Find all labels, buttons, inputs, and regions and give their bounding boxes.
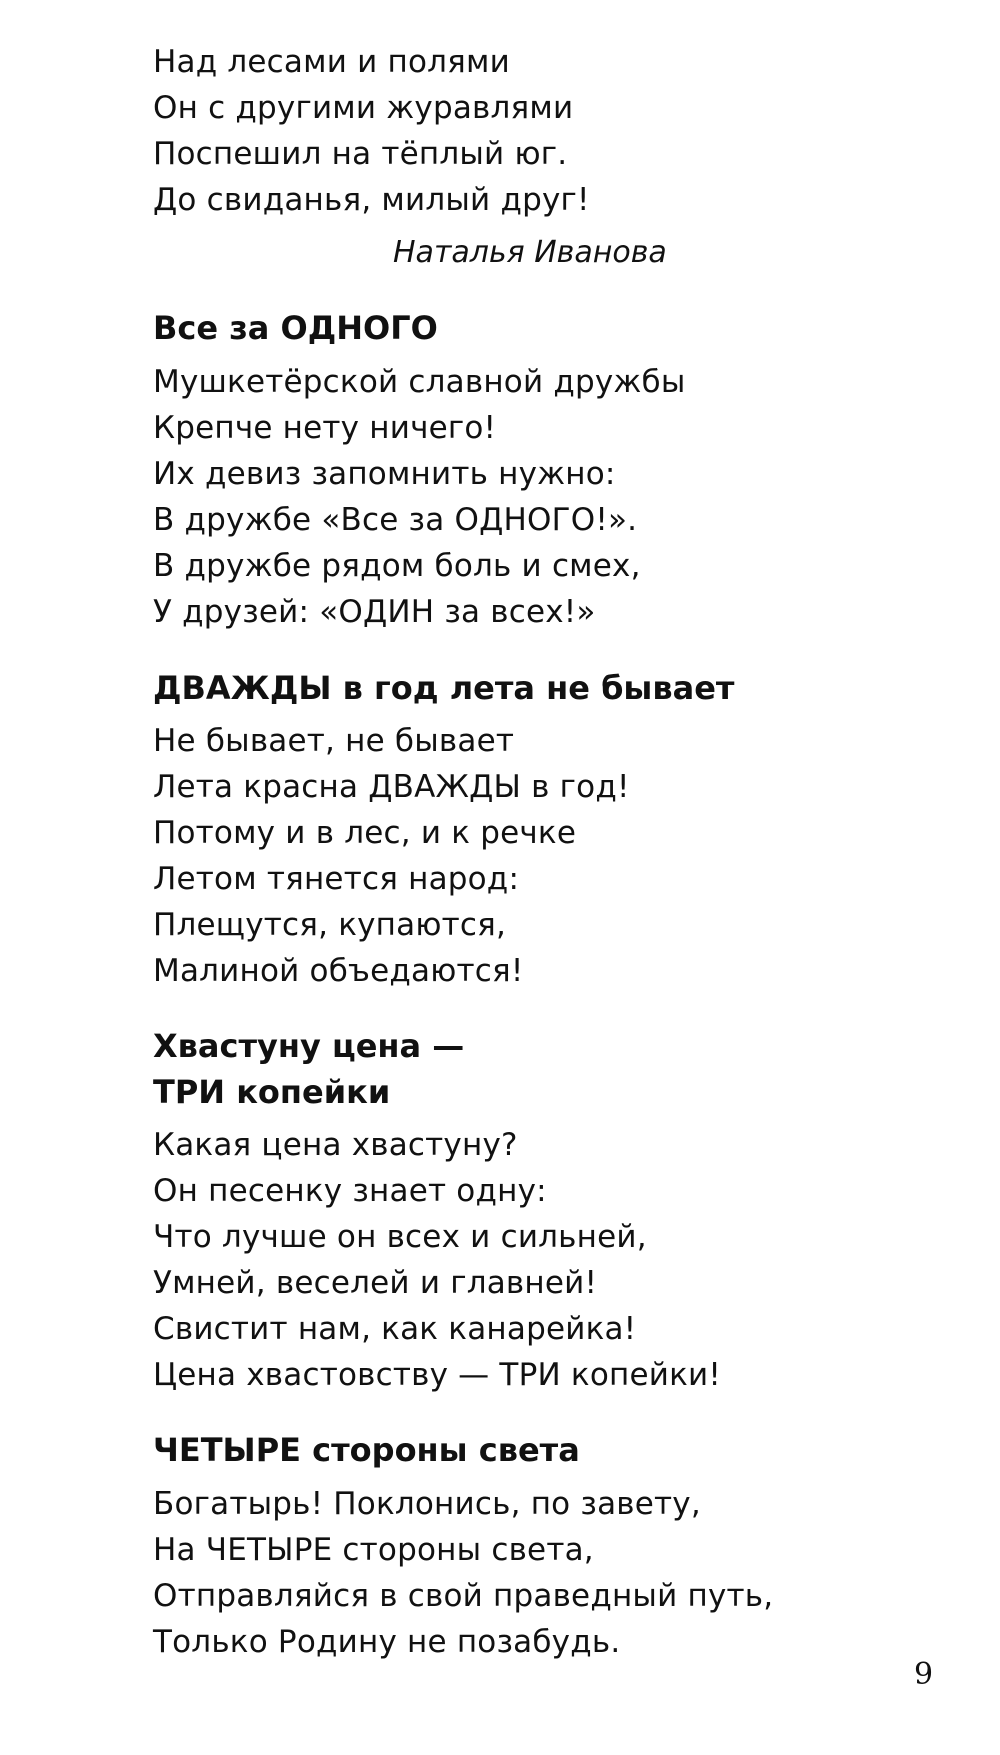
poem-line: Крепче нету ничего! — [153, 410, 497, 446]
poem-line: Малиной объедаются! — [153, 953, 524, 989]
poem-line: В дружбе рядом боль и смех, — [153, 548, 641, 584]
poem-line: Потому и в лес, и к речке — [153, 815, 577, 851]
poem-title: ТРИ копейки — [153, 1073, 391, 1111]
poem-line: У друзей: «ОДИН за всех!» — [153, 594, 596, 630]
poem-line: Богатырь! Поклонись, по завету, — [153, 1486, 701, 1522]
poem-title: Хвастуну цена — — [153, 1027, 465, 1065]
intro-line: Он с другими журавлями — [153, 90, 574, 126]
poem-line: Лета красна ДВАЖДЫ в год! — [153, 769, 630, 805]
page-number: 9 — [914, 1657, 934, 1692]
intro-line: Поспешил на тёплый юг. — [153, 136, 568, 172]
intro-line: Над лесами и полями — [153, 44, 510, 80]
poem-line: На ЧЕТЫРЕ стороны света, — [153, 1532, 594, 1568]
poem-line: Только Родину не позабудь. — [153, 1624, 621, 1660]
author-signature: Наталья Иванова — [393, 235, 667, 270]
poem-line: Отправляйся в свой праведный путь, — [153, 1578, 774, 1614]
poem-line: В дружбе «Все за ОДНОГО!». — [153, 502, 638, 538]
poem-line: Что лучше он всех и сильней, — [153, 1219, 647, 1255]
poem-title: Все за ОДНОГО — [153, 309, 438, 347]
poem-line: Умней, веселей и главней! — [153, 1265, 598, 1301]
poem-title: ДВАЖДЫ в год лета не бывает — [153, 669, 735, 707]
poem-title: ЧЕТЫРЕ стороны света — [153, 1431, 580, 1469]
poem-line: Мушкетёрской славной дружбы — [153, 364, 686, 400]
poem-line: Какая цена хвастуну? — [153, 1127, 518, 1163]
poem-line: Плещутся, купаются, — [153, 907, 507, 943]
intro-line: До свиданья, милый друг! — [153, 182, 590, 218]
poem-line: Летом тянется народ: — [153, 861, 520, 897]
poem-line: Цена хвастовству — ТРИ копейки! — [153, 1357, 721, 1393]
poem-line: Свистит нам, как канарейка! — [153, 1311, 637, 1347]
poem-line: Их девиз запомнить нужно: — [153, 456, 616, 492]
poem-line: Не бывает, не бывает — [153, 723, 515, 759]
poem-line: Он песенку знает одну: — [153, 1173, 547, 1209]
